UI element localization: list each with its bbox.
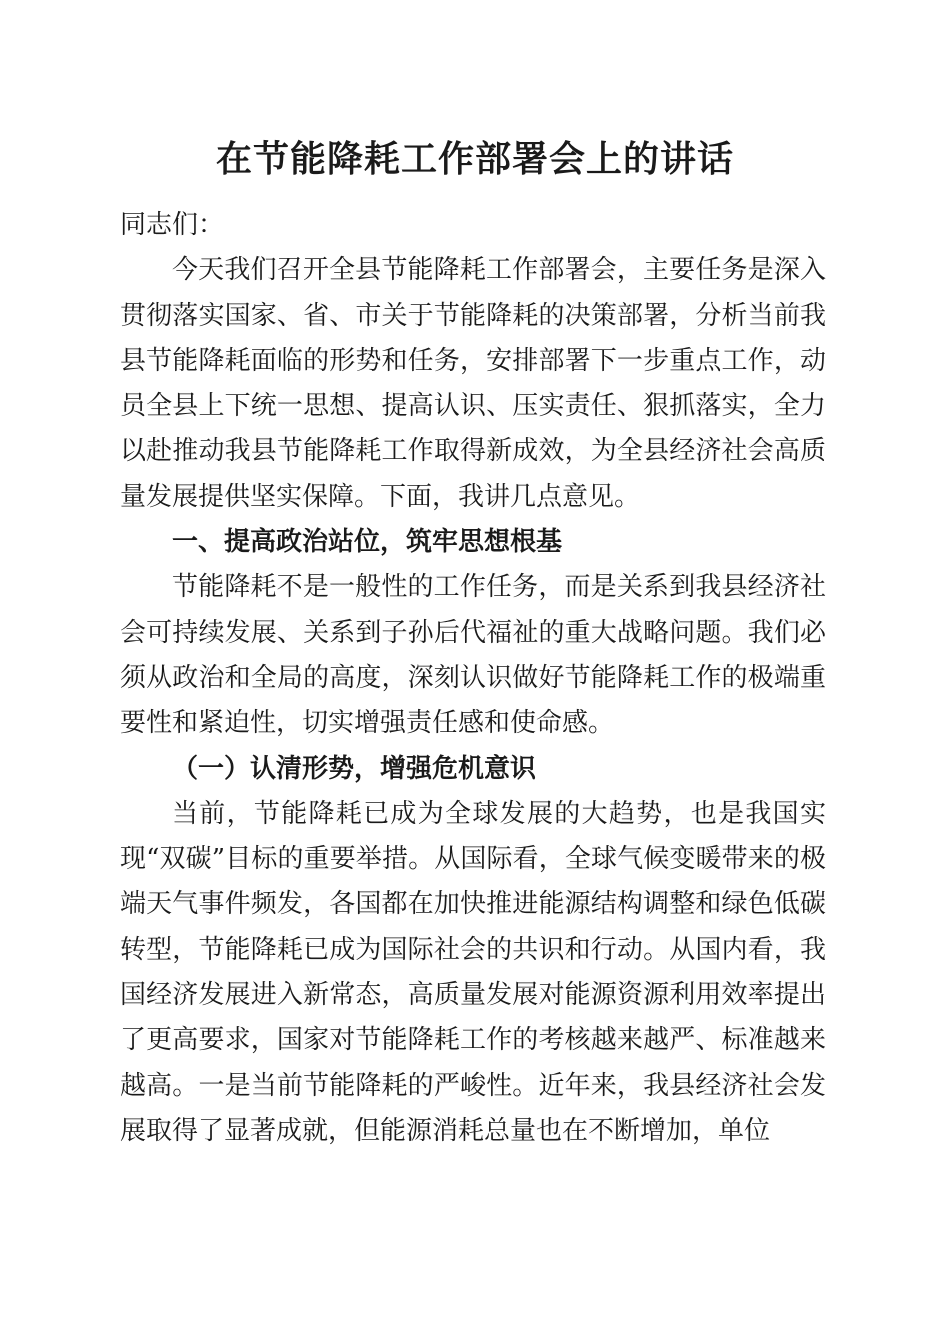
section-1-paragraph: 节能降耗不是一般性的工作任务，而是关系到我县经济社会可持续发展、关系到子孙后代福祉的重大战略问题。我们必须从政治和全局的高度，深刻认识做好节能降耗工作的极端重要性和紧迫性，切实增强责任感和使命感。 bbox=[120, 572, 826, 739]
document-title: 在节能降耗工作部署会上的讲话 bbox=[215, 139, 734, 180]
subsection-1-paragraph: 当前，节能降耗已成为全球发展的大趋势，也是我国实现“双碳”目标的重要举措。从国际看，全球气候变暖带来的极端天气事件频发，各国都在加快推进能源结构调整和绿色低碳转型，节能降耗已成为国际社会的共识和行动。从国内看，我国经济发展进入新常态，高质量发展对能源资源利用效率提出了更高要求，国家对节能降耗工作的考核越来越严、标准越来越高。一是当前节能降耗的严峻性。近年来，我县经济社会发展取得了显著成就，但能源消耗总量也在不断增加，单位 bbox=[120, 798, 826, 1146]
opening-paragraph: 今天我们召开全县节能降耗工作部署会，主要任务是深入贯彻落实国家、省、市关于节能降耗的决策部署，分析当前我县节能降耗面临的形势和任务，安排部署下一步重点工作，动员全县上下统一思想、提高认识、压实责任、狠抓落实，全力以赴推动我县节能降耗工作取得新成效，为全县经济社会高质量发展提供坚实保障。下面，我讲几点意见。 bbox=[120, 255, 826, 512]
document-body bbox=[120, 203, 826, 1154]
subsection-heading-1: （一）认清形势，增强危机意识 bbox=[172, 753, 537, 784]
section-heading-1: 一、提高政治站位，筑牢思想根基 bbox=[172, 527, 563, 558]
salutation: 同志们： bbox=[120, 210, 225, 240]
